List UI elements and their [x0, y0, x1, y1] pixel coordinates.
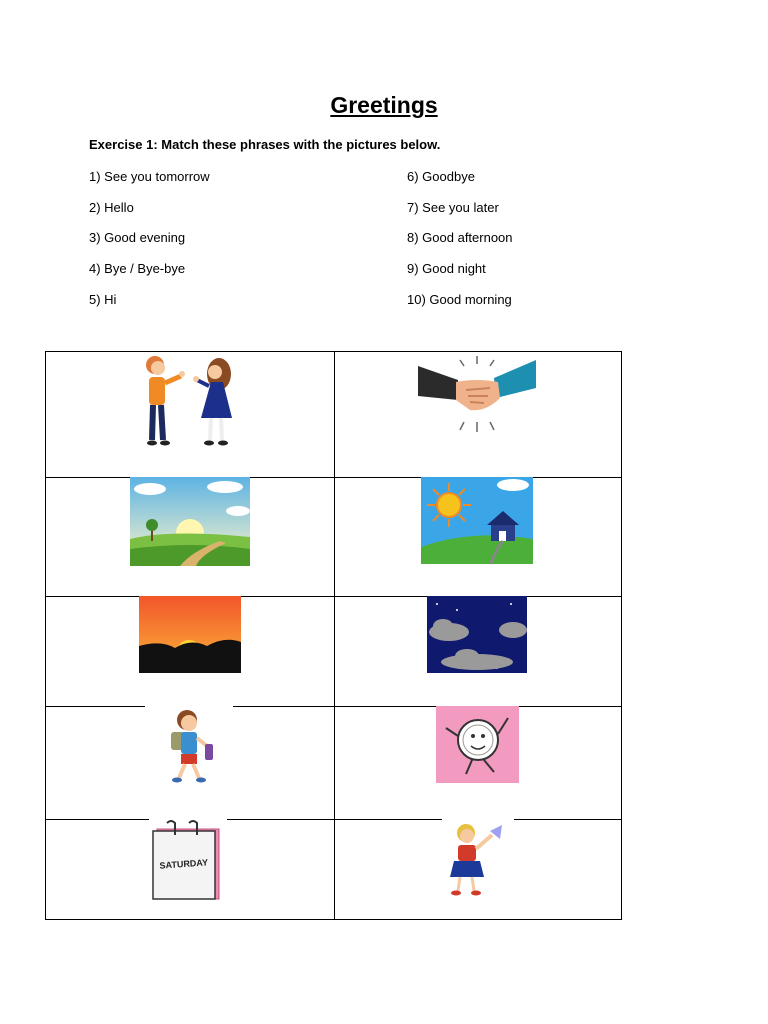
phrase-item: 5) Hi: [89, 291, 117, 307]
phrase-item: 8) Good afternoon: [407, 230, 513, 246]
phrase-item: 6) Goodbye: [407, 169, 475, 184]
phrase-list-right: [407, 168, 513, 321]
moon-clouds-image: [427, 596, 527, 673]
picture-grid: [45, 351, 622, 920]
worksheet-title: Greetings: [330, 92, 438, 118]
exercise-instruction: Exercise 1: Match these phrases with the pictures below.: [89, 137, 441, 152]
sunset-image: [139, 596, 241, 673]
girl-waving-image: [442, 819, 514, 899]
phrase-item: 2) Hello: [89, 199, 134, 215]
phrase-item: 9) Good night: [407, 261, 486, 277]
clock-waving-image: [436, 706, 519, 783]
calendar-image: [149, 819, 227, 902]
phrase-list-left: [89, 168, 210, 321]
phrase-item: 10) Good morning: [407, 291, 512, 307]
phrase-item: 4) Bye / Bye-bye: [89, 261, 186, 277]
boy-waving-image: [145, 706, 233, 785]
phrase-item: 3) Good evening: [89, 230, 186, 246]
calendar-day-text: SATURDAY: [159, 857, 209, 871]
kids-waving-image: [141, 352, 241, 449]
sun-over-house-image: [421, 477, 533, 564]
phrase-item: 7) See you later: [407, 199, 499, 215]
phrase-item: 1) See you tomorrow: [89, 169, 210, 184]
grid-divider: [334, 352, 335, 919]
handshake-image: [408, 352, 546, 444]
sunrise-meadow-image: [130, 477, 250, 566]
